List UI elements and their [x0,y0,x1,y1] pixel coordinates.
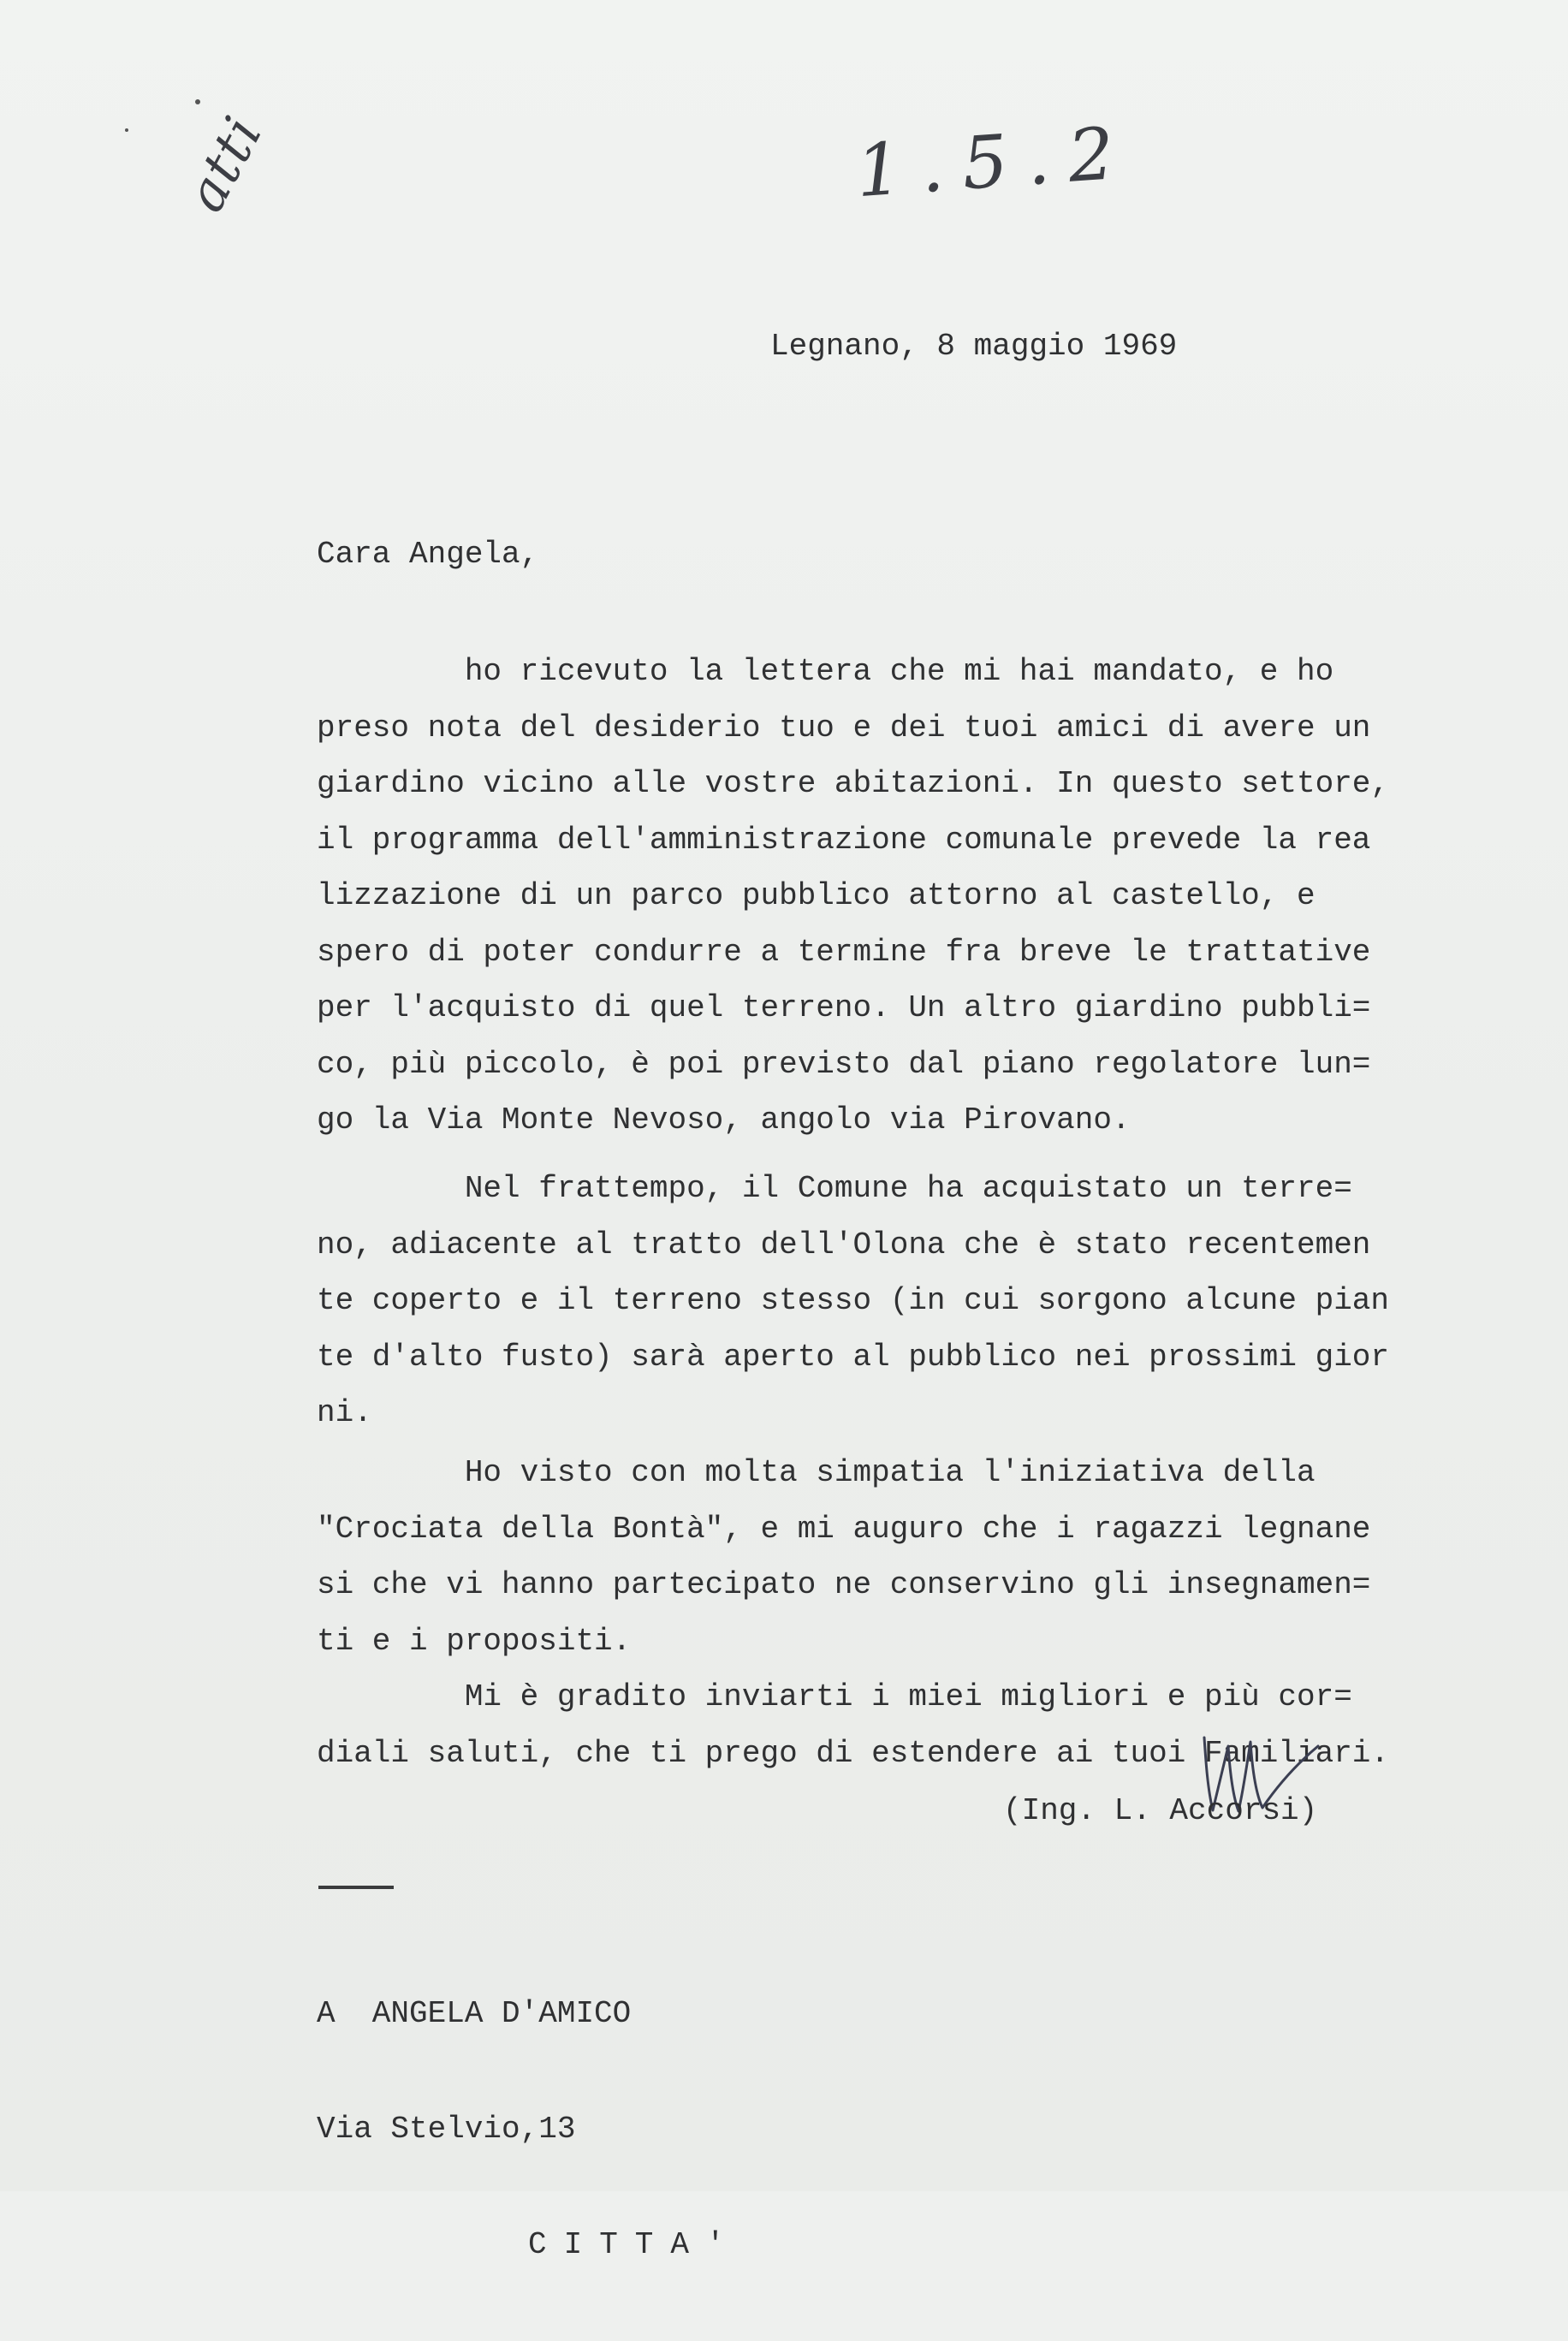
body-line: te d'alto fusto) sarà aperto al pubblico nei prossimi gior [317,1339,1390,1375]
letter-date: Legnano, 8 maggio 1969 [770,329,1178,364]
body-line: il programma dell'amministrazione comunale prevede la rea [317,822,1371,858]
body-line: go la Via Monte Nevoso, angolo via Pirovano. [317,1102,1131,1138]
body-line: lizzazione di un parco pubblico attorno al castello, e [317,878,1316,913]
body-line: te coperto e il terreno stesso (in cui sorgono alcune pian [317,1283,1390,1318]
body-line: co, più piccolo, è poi previsto dal piano regolatore lun= [317,1046,1371,1082]
handwritten-margin-note: atti [173,105,276,222]
body-line: preso nota del desiderio tuo e dei tuoi amici di avere un [317,710,1371,746]
recipient-city: CITTA' [528,2227,742,2262]
ink-dot [125,128,128,132]
body-line: per l'acquisto di quel terreno. Un altro giardino pubbli= [317,990,1371,1025]
salutation: Cara Angela, [317,537,539,572]
body-line: "Crociata della Bontà", e mi auguro che i ragazzi legnane [317,1511,1371,1547]
separator-rule [318,1886,394,1889]
ink-dot [195,99,200,104]
body-line: Ho visto con molta simpatia l'iniziativa della [317,1455,1316,1490]
body-line: giardino vicino alle vostre abitazioni. In questo settore, [317,766,1390,801]
body-line: Mi è gradito inviarti i miei migliori e più cor= [317,1679,1352,1714]
body-line: spero di poter condurre a termine fra breve le trattative [317,934,1371,970]
signatory-name: (Ing. L. Accorsi) [1003,1793,1318,1828]
body-line: ti e i propositi. [317,1623,632,1659]
recipient-street: Via Stelvio,13 [317,2112,576,2147]
body-line: no, adiacente al tratto dell'Olona che è stato recentemen [317,1227,1371,1263]
body-line: Nel frattempo, il Comune ha acquistato un terre= [317,1171,1352,1206]
body-line: ni. [317,1395,372,1430]
body-line: si che vi hanno partecipato ne conservino gli insegnamen= [317,1567,1371,1602]
body-line: ho ricevuto la lettera che mi hai mandato, e ho [317,654,1334,689]
recipient-name: A ANGELA D'AMICO [317,1996,632,2031]
handwritten-reference-code: 1.5.2 [852,110,1136,214]
body-line: diali saluti, che ti prego di estendere ai tuoi Familiari. [317,1735,1390,1771]
recipient-address [317,1917,742,2341]
letter-body [317,644,1389,1781]
